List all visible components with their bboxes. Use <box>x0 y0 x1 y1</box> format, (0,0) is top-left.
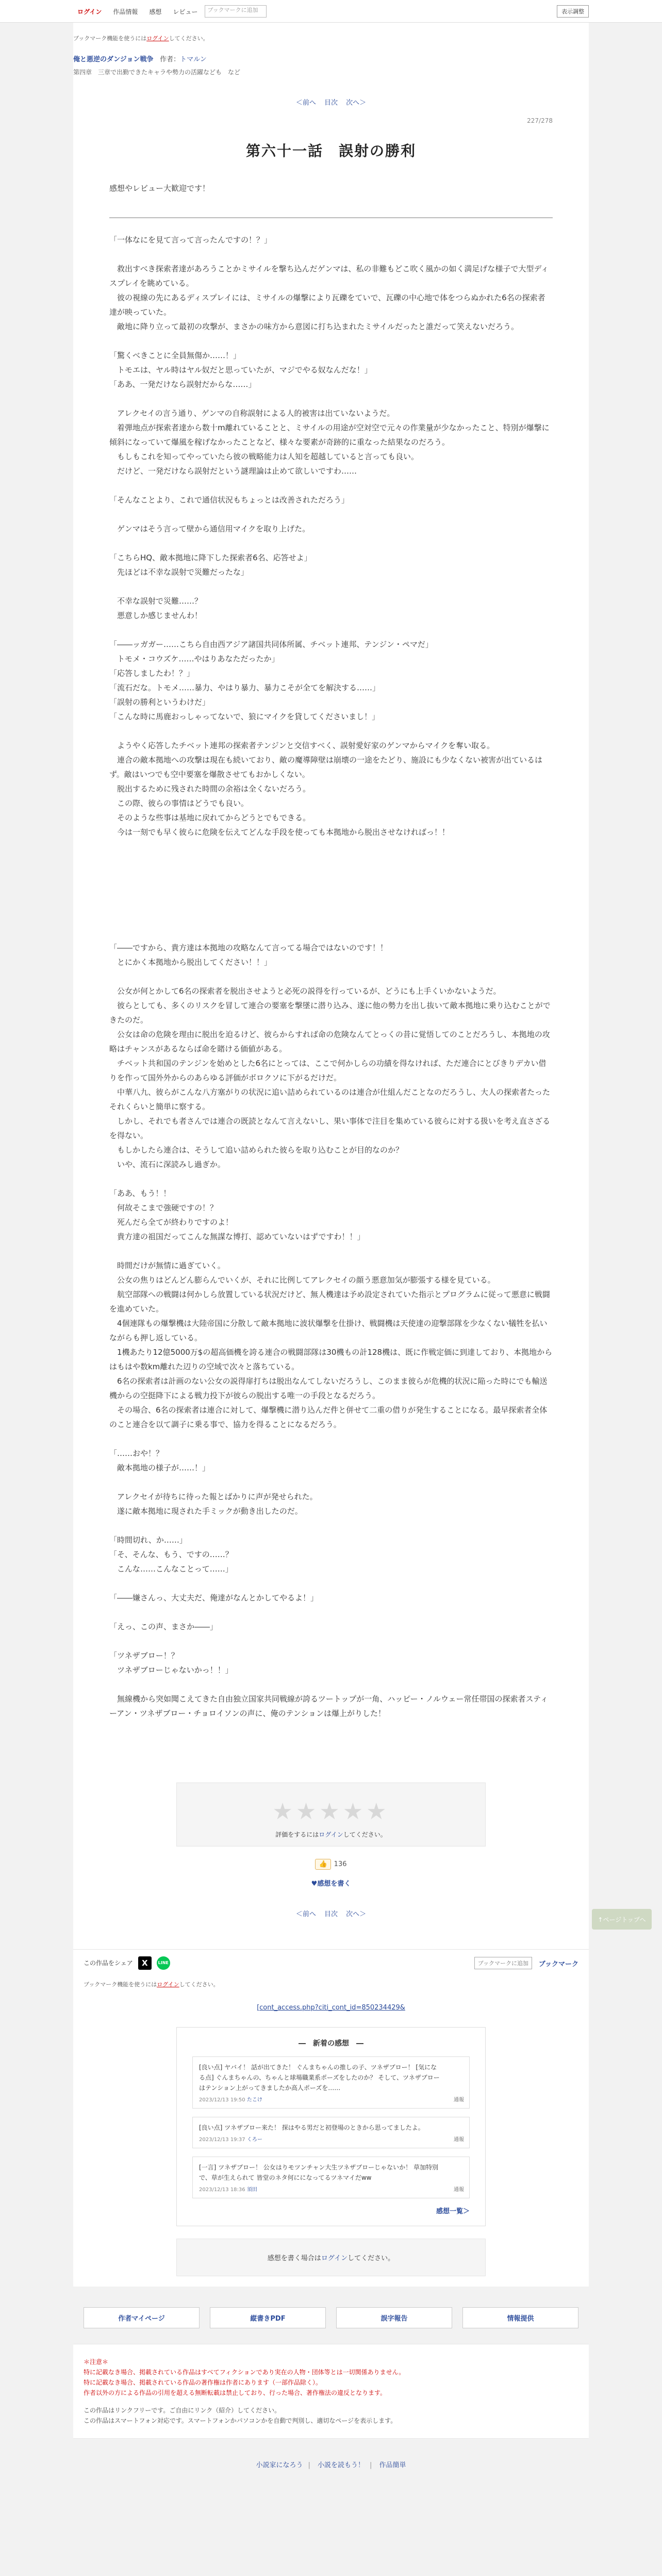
author-mypage-link[interactable]: 作者マイページ <box>84 2307 200 2328</box>
top-bar <box>0 0 662 23</box>
body-line: 救出すべき探索者達があろうことかミサイルを撃ち込んだゲンマは、私の非難もどこ吹く風かの如く満足げな様子で大型ディスプレイを眺めている。 <box>109 264 549 288</box>
author-info: 作者：トマルン <box>160 56 207 63</box>
body-line: 「驚くべきことに全員無傷か……！」 <box>109 351 241 360</box>
body-line: アレクセイが待ちに待った報とばかりに声が発せられた。 <box>109 1492 318 1501</box>
body-line: 「――ッガガー……こちら自由西アジア諸国共同体所属、チベット連邦、テンジン・ペマだ」 <box>109 640 433 649</box>
body-line <box>109 478 553 493</box>
series-header <box>73 54 589 63</box>
review-report-link[interactable]: 通報 <box>454 2137 464 2143</box>
body-line: 彼の視線の先にあるディスプレイには、ミサイルの爆撃により瓦礫をていで、瓦礫の中心地で体をつらぬかれた6名の探索者達が映っていた。 <box>109 293 545 317</box>
footer-link-simple[interactable]: 作品簡単 <box>379 2461 406 2469</box>
prev-link-bottom[interactable]: ＜前へ <box>295 1910 316 1918</box>
body-line: ゲンマはそう言って壁から通信用マイクを取り上げた。 <box>109 524 310 533</box>
review-user-link[interactable]: くろー <box>246 2137 262 2143</box>
body-line: 「そ、そんな、もう、ですの……？ <box>109 1550 233 1559</box>
author-link[interactable]: トマルン <box>180 56 207 63</box>
body-line: 貴方達の祖国だってこんな無謀な博打、認めていないはずですわ！！」 <box>109 1232 365 1241</box>
page-top-button[interactable]: ↑ページトップへ <box>592 1909 652 1930</box>
body-line <box>109 724 553 738</box>
review-meta <box>199 2095 463 2103</box>
body-line <box>109 868 553 883</box>
review-login-box: 感想を書く場合はログインしてください。 <box>176 2239 486 2276</box>
body-line: 無線機から突如聞こえてきた自由独立国家共同戦線が誇るツートップが一角、ハッピー・ノルウェー常任帯国の探索者スティーアン・ツネザブロー・チョロイソンの声に、俺のテンションは爆上がりした！ <box>109 1694 548 1718</box>
line-share-icon[interactable]: LINE <box>157 1956 170 1970</box>
body-line: 悪意しか感じませんわ！ <box>109 611 203 620</box>
body-line: しかし、それでも者さんでは連合の既読となんて言えないし、果い事体で注目を集めている彼らに対する扱いを考え直さざるを得ない。 <box>109 1116 551 1140</box>
body-line: 「流石だな。トモメ……暴力、やはり暴力、暴力こそが全てを解決する……」 <box>109 683 380 692</box>
body-line: 「――ですから、貴方達は本拠地の攻略なんて言ってる場合ではないのです！！ <box>109 943 388 952</box>
share-bar <box>73 1949 589 1976</box>
body-line: こんな……こんなことって……」 <box>109 1564 233 1574</box>
toc-link-bottom[interactable]: 目次 <box>324 1910 338 1918</box>
body-line: この際、彼らの事情はどうでも良い。 <box>109 799 249 808</box>
body-line <box>109 536 553 550</box>
body-line: 不幸な誤射で災難……？ <box>109 596 203 606</box>
footer-link-yomou[interactable]: 小説を読もう！ <box>317 2461 365 2469</box>
body-line <box>109 1518 553 1533</box>
toc-link[interactable]: 目次 <box>324 99 338 107</box>
body-line <box>109 507 553 522</box>
works-link[interactable]: 作品情報 <box>113 8 138 15</box>
preface: 感想やレビュー大歓迎です！ <box>109 184 210 193</box>
episode-content <box>109 140 553 1721</box>
body-line: そのような些事は基地に戻れてからどうとでもできる。 <box>109 813 311 822</box>
review-text: [良い点] ヤバイ！ 話が出てきた！ ぐんまちゃんの推しの子、ツネザブロー！ [気になる点] ぐんまちゃんの、ちゃんと球場職業系ポーズをしたのか？ そして、ツネザブローはテンション上がってきましたか高人ポーズを…… <box>199 2064 440 2092</box>
notice-box <box>73 2344 589 2439</box>
body-line <box>109 623 553 637</box>
access-counter-link[interactable]: [cont_access.php?citi_cont_id=850234429& <box>257 2004 405 2012</box>
likes-count: 136 <box>334 1860 347 1868</box>
x-share-icon[interactable]: X <box>138 1956 152 1970</box>
review-report-link[interactable]: 通報 <box>454 2097 464 2103</box>
body-line: 「そんなことより、これで通信状況もちょっとは改善されただろう」 <box>109 495 350 505</box>
review-date: 2023/12/13 18:36 <box>199 2187 245 2193</box>
impressions-link[interactable]: 感想 <box>149 8 162 15</box>
body-line: 1機あたり12億5000万$の超高価機を誇る連合の戦闘部隊は30機もの計128機は、既に作戦定価に到達しており、本拠地からはもはや数km離れた辺りの空域で次々と落ちている。 <box>109 1348 553 1371</box>
body-line: 公女は命の危険を理由に脱出を迫るけど、彼らからすれば命の危険なんてとっくの昔に覚悟してのことだろうし、本拠地の攻略はチャンスがあるならば命を賭ける価値がある。 <box>109 1030 550 1054</box>
body-line <box>109 1172 553 1186</box>
body-line: 「一体なにを見て言って言ったんですの！？」 <box>109 235 272 245</box>
share-label: この作品をシェア <box>84 1959 133 1967</box>
series-title-link[interactable]: 俺と悪逆のダンジョン戦争 <box>73 56 154 63</box>
body-line: 「ツネザブロー！？ <box>109 1651 179 1660</box>
notice-warning-line: ＊注意＊ <box>84 2358 109 2366</box>
notice-warning-line: 特に記載なき場合、掲載されている作品はすべてフィクションであり実在の人物・団体等とは一切関係ありません。 <box>84 2369 405 2376</box>
body-line <box>109 839 553 854</box>
display-settings-button[interactable]: 表示調整 <box>557 5 589 18</box>
pager-top <box>73 97 589 107</box>
review-date: 2023/12/13 19:37 <box>199 2137 245 2143</box>
rating-stars-icon[interactable]: ★★★★★ <box>272 1799 390 1825</box>
body-line <box>109 1634 553 1648</box>
bookmark-login-note: ブックマーク機能を使うにはログインしてください。 <box>73 35 209 42</box>
body-line: アレクセイの言う通り、ゲンマの自称誤射による人的被害は出ていないようだ。 <box>109 409 395 418</box>
bookmark-add-button[interactable]: ブックマークに追加 <box>205 5 267 18</box>
body-line: 連合の敵本拠地への攻撃は現在も続いており、敵の魔導障壁は崩壊の一途をたどり、施設にも少なくない被害が出ているはず。敵はいつでも空中要塞を爆散させてもおかしくない。 <box>109 755 543 779</box>
body-line: ツネザブローじゃないかっ！！」 <box>109 1665 233 1675</box>
body-line: 「応答しましたわ！？」 <box>109 669 195 678</box>
novel-page <box>73 23 589 1949</box>
body-line: 「こんな時に馬鹿おっしゃってないで、狼にマイクを貸してくださいまし！」 <box>109 712 380 721</box>
body-line: 「ああ、一発だけなら誤射だからな……」 <box>109 380 256 389</box>
review-text: [良い点] ツネザブロー来た！ 探はやる男だと初登場のときから思ってましたよ。 <box>199 2124 424 2131</box>
body-line <box>109 392 553 406</box>
body-line: とにかく本拠地から脱出してください！！」 <box>109 958 272 967</box>
bookmark-login-link-bottom[interactable]: ログイン <box>157 1981 179 1988</box>
reviews-title: ― 新着の感想 ― <box>299 2039 363 2048</box>
chapter-name: 第四章 三章で出勤できたキャラや勢力の活躍なども など <box>73 69 241 76</box>
body-line: 何故そこまで強硬ですの！？ <box>109 1203 218 1212</box>
reviews-more-link[interactable]: 感想一覧＞ <box>436 2208 470 2215</box>
body-line <box>109 969 553 984</box>
notice-info-line: この作品はリンクフリーです。ご自由にリンク（紹介）してください。 <box>84 2407 281 2414</box>
next-link[interactable]: 次へ＞ <box>346 99 367 107</box>
review-user-link[interactable]: たこけ <box>246 2097 262 2103</box>
body-line: 今は一刻でも早く彼らに危険を伝えてどんな手段を使っても本拠地から脱出させなければっ！！ <box>109 828 450 837</box>
vertical-pdf-link[interactable]: 縦書きPDF <box>210 2307 326 2328</box>
notice-info <box>84 2405 578 2426</box>
body-line <box>109 1677 553 1692</box>
body-line: 航空部隊への戦闘は何かしら放置している状況だけど、無人機達は予め設定されていた指示とプログラムに従って悪意に戦闘を進めていた。 <box>109 1290 550 1314</box>
rating-login-note: 評価をするにはログインしてください。 <box>275 1831 387 1838</box>
latest-reviews <box>176 2027 486 2226</box>
body-line <box>109 1244 553 1258</box>
body-line <box>109 1605 553 1619</box>
body-line <box>109 897 553 912</box>
body-line <box>109 334 553 348</box>
likes <box>73 1859 589 1870</box>
body-line: 脱出するために残された時間の余裕は全くないだろう。 <box>109 784 311 793</box>
body-line: 敵本拠地の様子が……！」 <box>109 1463 210 1472</box>
body-line: 中華八九、彼らがこんな八方塞がりの状況に追い詰められているのは連合が仕組んだことなのだろうし、大人の探索者たったそれくらいと簡単に察する。 <box>109 1088 551 1111</box>
prev-link[interactable]: ＜前へ <box>295 99 316 107</box>
body-line: 着弾地点が探索者達から数十m離れていることと、ミサイルの用途が空対空で元々の作業量が少なかったこと、特別が爆撃に傾斜になっていて爆風を稼げなかったことなど、様々な要素が奇跡的に重なった結果なのだろう。 <box>109 423 550 447</box>
body-line: 「誤射の勝利というわけだ」 <box>109 698 210 707</box>
review-login-link[interactable]: ログイン <box>321 2255 348 2262</box>
body-line <box>109 883 553 897</box>
body-line: トモメ・コウズケ……やはりあなただったか」 <box>109 654 279 663</box>
thumbs-up-icon[interactable]: 👍 <box>315 1859 330 1870</box>
episode-progress: 227/278 <box>527 117 553 124</box>
review-date: 2023/12/13 19:50 <box>199 2097 245 2103</box>
notice-warning-line: 作者以外の方による作品の引用を超える無断転載は禁止しており、行った場合、著作権法の違反となります。 <box>84 2389 387 2396</box>
review-item <box>192 2157 470 2198</box>
body-line: 「――嫌さんっ、大丈夫だ、俺達がなんとかしてやるよ！」 <box>109 1593 319 1602</box>
info-submit-link[interactable]: 情報提供 <box>462 2307 578 2328</box>
body-line: もしもこれを知ってやっていたら彼の戦略能力は人知を超越していると言っても良い。 <box>109 452 419 461</box>
body-line <box>109 1576 553 1591</box>
typo-report-link[interactable]: 誤字報告 <box>336 2307 452 2328</box>
next-link-bottom[interactable]: 次へ＞ <box>346 1910 367 1918</box>
body-line: 「時間切れ、か……」 <box>109 1535 187 1545</box>
body-line <box>109 926 553 941</box>
body-line <box>109 1475 553 1489</box>
review-text: [一言] ツネザブロー！ 公女はりモツンチャン大生ツネザブローじゃないか！ 草加特別で、草が生えられて 皆堂のネタ何にになってるツネマイだww <box>199 2164 438 2181</box>
body-line: いや、流石に深読みし過ぎか。 <box>109 1160 225 1169</box>
login-link[interactable]: ログイン <box>77 8 102 15</box>
notice-info-line: この作品はスマートフォン対応です。スマートフォンかパソコンかを自動で判別し、適切なページを表示します。 <box>84 2417 397 2424</box>
body-line: 4個連隊もの爆撃機は大陸帝国に分散して敵本拠地に波状爆撃を仕掛け、戦闘機は天使達の迎撃部隊を少なくない犠牲を払いながらも押し返している。 <box>109 1319 548 1342</box>
footer: 小説家になろう | 小説を読もう！ | 作品簡単 <box>256 2461 406 2469</box>
body-line: 先ほどは不幸な誤射で災難だったな」 <box>109 568 249 577</box>
body-line: チベット共和国のテンジンを始めとした6名にとっては、ここで何かしらの功績を得なければ、ただ連合にとびきりデカい借りを作って国外外からのあらゆる評価がボロクソに下がるだけだ。 <box>109 1059 547 1082</box>
episode-body <box>109 233 553 1721</box>
review-item <box>192 2056 470 2109</box>
notice-warning-line: 特に記載なき場合、掲載されている作品の著作権は作者にあります（一部作品除く）。 <box>84 2379 322 2386</box>
body-line: トモエは、ヤル時はヤル奴だと思っていたが、マジでやる奴なんだな！」 <box>109 365 372 375</box>
review-meta <box>199 2135 463 2143</box>
body-line: 「こちらHQ、敵本拠地に降下した探索者6名、応答せよ」 <box>109 553 312 562</box>
body-line: 「……おや！？ <box>109 1449 164 1458</box>
preface-divider <box>109 217 553 218</box>
body-line: 公女が何とかして6名の探索者を脱出させようと必死の説得を行っているが、どうにも上手くいかないようだ。 <box>109 986 501 996</box>
review-link[interactable]: レビュー <box>173 8 198 15</box>
body-line: その場合、6名の探索者は連合に対して、爆撃機に潜り込んだ件と併せて二重の借りが発生することになる。最早探索者全体のこと連合を以て調子に乗る事で、協力を得ることになるだろう。 <box>109 1405 548 1429</box>
bookmark-link[interactable]: ブックマーク <box>538 1961 578 1968</box>
body-line: ようやく応答したチベット連邦の探索者テンジンと交信すべく、誤射愛好家のゲンマからマイクを奪い取る。 <box>109 741 495 750</box>
body-line <box>109 579 553 594</box>
body-line <box>109 1432 553 1446</box>
body-line: だけど、一発だけなら誤射だという謎理論は止めて欲しいですわ…… <box>109 466 357 476</box>
bookmark-login-link[interactable]: ログイン <box>146 35 169 42</box>
body-line: 「えっ、この声、まさか――」 <box>109 1622 218 1631</box>
rating-login-link[interactable]: ログイン <box>319 1831 343 1838</box>
body-line: 6名の探索者は計画のない公女の説得扉打ちは脱出なんてしないだろうし、このまま彼らが危機的状況に陥った時にでも輸送機からの空挺降下による戦力投下が彼らの脱出する唯一の手段となるだろう。 <box>109 1376 548 1400</box>
lower-section <box>73 1988 589 2287</box>
body-line: 死んだら全てが終わりですのよ！ <box>109 1218 234 1227</box>
body-line: 「ああ、もう！！ <box>109 1189 171 1198</box>
review-user-link[interactable]: 須田 <box>246 2187 257 2193</box>
review-report-link[interactable]: 通報 <box>454 2187 464 2193</box>
body-line: もしかしたら連合は、そうして追い詰められた彼らを取り込むことが目的なのか？ <box>109 1145 404 1155</box>
review-meta <box>199 2185 463 2193</box>
body-line: 敵地に降り立って最初の攻撃が、まさかの味方から意図に打ち込まれたミサイルだったと誰だって笑えないだろう。 <box>109 322 519 331</box>
body-line <box>109 912 553 926</box>
write-review-link[interactable]: ♥感想を書く <box>311 1880 351 1888</box>
pager-bottom <box>73 1908 589 1918</box>
body-line: 彼らとしても、多くのリスクを冒して連合の要塞を撃墜に潜り込み、遂に他の勢力を出し抜いて敵本拠地に乗り込むことができたのだ。 <box>109 1001 551 1025</box>
body-line <box>109 247 553 262</box>
body-line: 時間だけが無情に過ぎていく。 <box>109 1261 225 1270</box>
body-line <box>109 854 553 868</box>
bookmark-add-button-bottom[interactable]: ブックマークに追加 <box>474 1957 532 1969</box>
body-line: 遂に敵本拠地に現された手ミックが動き出したのだ。 <box>109 1506 303 1516</box>
notice-warnings <box>84 2357 578 2398</box>
episode-title: 第六十一話 誤射の勝利 <box>245 142 416 159</box>
footer-link-narou[interactable]: 小説家になろう <box>256 2461 303 2469</box>
body-line: 公女の焦りはどんどん膨らんでいくが、それに比例してアレクセイの顔う悪意加気が膨張する様を見ている。 <box>109 1275 495 1285</box>
review-item <box>192 2117 470 2148</box>
bookmark-login-note-bottom: ブックマーク機能を使うにはログインしてください。 <box>73 1976 589 1988</box>
work-links <box>73 2307 589 2328</box>
rating-box <box>176 1783 486 1846</box>
